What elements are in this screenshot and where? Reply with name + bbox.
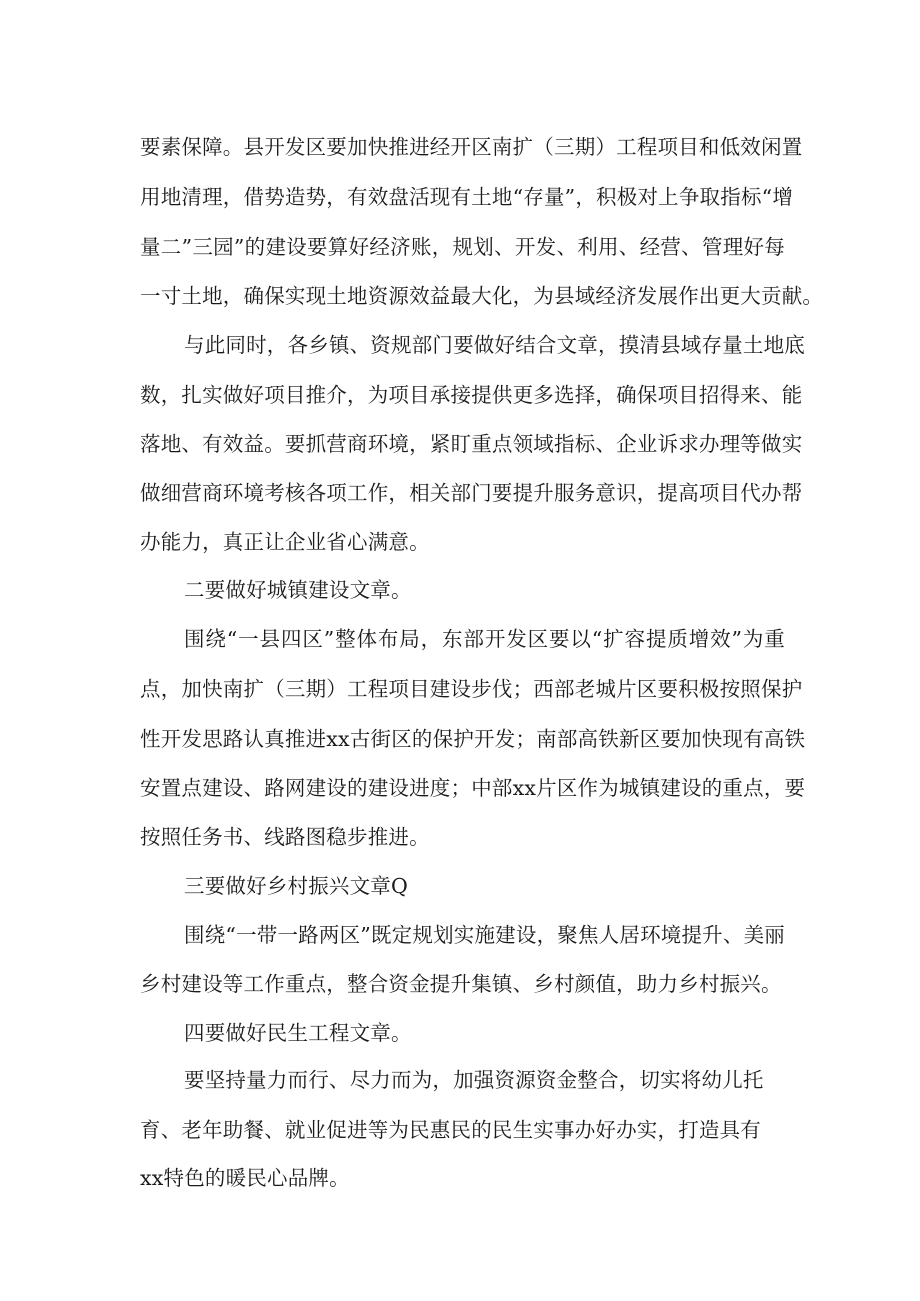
text-line: 点，加快南扩（三期）工程项目建设步伐；西部老城片区要积极按照保护 xyxy=(140,677,803,701)
text-line: 围绕“一县四区”整体布局，东部开发区要以“扩容提质增效”为重 xyxy=(184,627,785,651)
text-line: 按照任务书、线路图稳步推进。 xyxy=(140,825,430,849)
text-line: 安置点建设、路网建设的建设进度；中部xx片区作为城镇建设的重点，要 xyxy=(140,776,806,800)
section-heading: 四要做好民生工程文章。 xyxy=(184,1021,412,1045)
text-line: 性开发思路认真推进xx古街区的保护开发；南部高铁新区要加快现有高铁 xyxy=(140,727,806,751)
text-line: 要素保障。县开发区要加快推进经开区南扩（三期）工程项目和低效闲置 xyxy=(140,135,803,159)
text-line: 用地清理，借势造势，有效盘活现有土地“存量”，积极对上争取指标“增 xyxy=(140,185,794,209)
text-line: 数，扎实做好项目推介，为项目承接提供更多选择，确保项目招得来、能 xyxy=(140,383,803,407)
text-line: 与此同时，各乡镇、资规部门要做好结合文章，摸清县域存量土地底 xyxy=(184,333,805,357)
text-line: 育、老年助餐、就业促进等为民惠民的民生实事办好办实，打造具有 xyxy=(140,1118,761,1142)
text-line: 办能力，真正让企业省心满意。 xyxy=(140,530,430,554)
text-line: 一寸土地，确保实现土地资源效益最大化，为县域经济发展作出更大贡献。 xyxy=(140,284,824,308)
section-heading: 三要做好乡村振兴文章Q xyxy=(184,874,409,898)
text-line: 落地、有效益。要抓营商环境，紧盯重点领域指标、企业诉求办理等做实 xyxy=(140,432,803,456)
text-line: 做细营商环境考核各项工作，相关部门要提升服务意识，提高项目代办帮 xyxy=(140,481,803,505)
text-line: xx特色的暖民心品牌。 xyxy=(140,1166,350,1190)
text-line: 围绕“一带一路两区”既定规划实施建设，聚焦人居环境提升、美丽 xyxy=(184,923,785,947)
text-line: 量二”三园”的建设要算好经济账，规划、开发、利用、经营、管理好每 xyxy=(140,235,785,259)
text-line: 乡村建设等工作重点，整合资金提升集镇、乡村颜值，助力乡村振兴。 xyxy=(140,972,782,996)
text-line: 要坚持量力而行、尽力而为，加强资源资金整合，切实将幼儿托 xyxy=(184,1068,764,1092)
section-heading: 二要做好城镇建设文章。 xyxy=(184,578,412,602)
